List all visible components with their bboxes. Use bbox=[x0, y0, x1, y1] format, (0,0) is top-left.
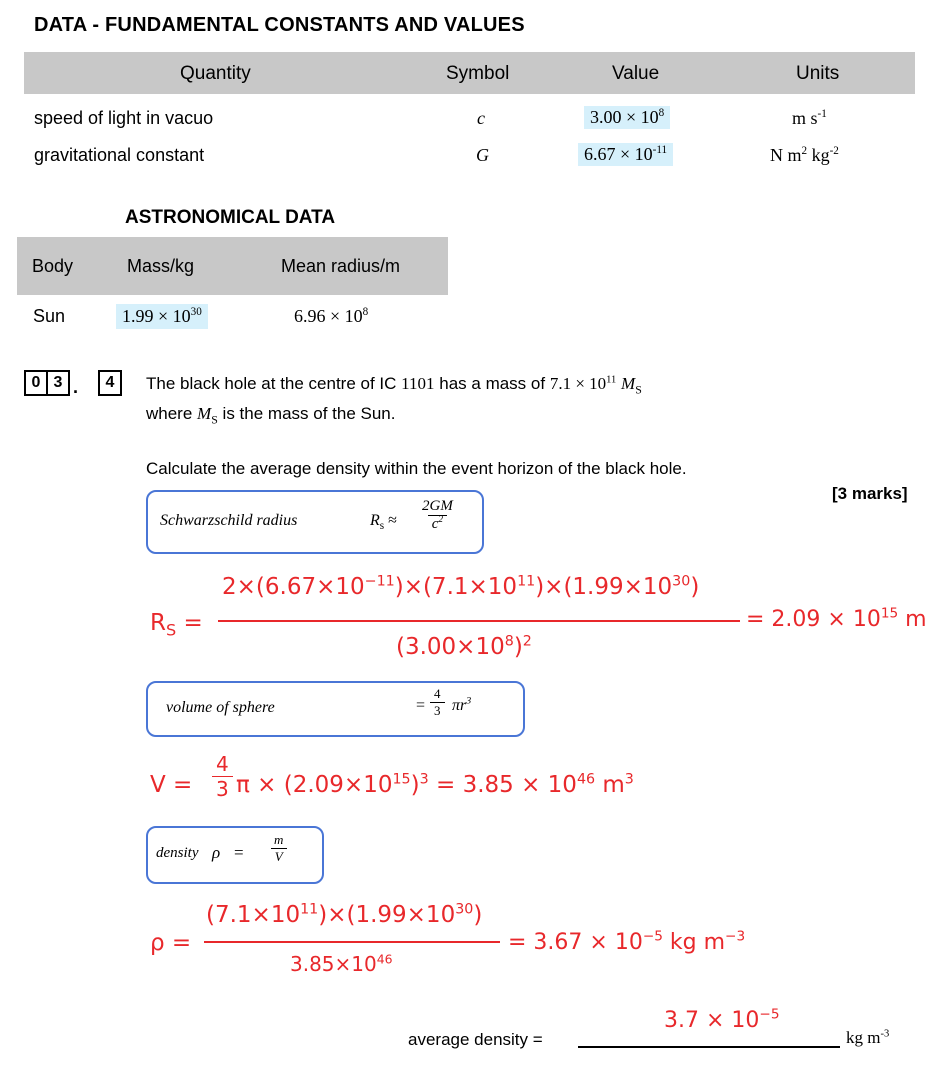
header-radius: Mean radius/m bbox=[281, 256, 401, 276]
answer-value[interactable]: $3.7 \times 10^{-5}$ bbox=[664, 1006, 780, 1033]
question-number-digit: 3 bbox=[46, 370, 70, 396]
row-value: $3.00 \times 10^8$ bbox=[584, 106, 670, 129]
row-units: N $m^2$ $kg^{-2}$ bbox=[770, 145, 839, 165]
sphere-volume-formula-box bbox=[146, 681, 525, 737]
question-number-digit: 4 bbox=[98, 370, 122, 396]
sphere-equals: = bbox=[416, 697, 426, 714]
question-number-digit: 0 bbox=[24, 370, 48, 396]
header-quantity: Quantity bbox=[180, 63, 251, 84]
density-label: density bbox=[156, 845, 199, 861]
density-rho: ρ bbox=[212, 843, 221, 862]
header-symbol: Symbol bbox=[446, 63, 510, 84]
question-text-line2: where $M_S$ is the mass of the Sun. bbox=[146, 404, 396, 427]
header-body: Body bbox=[32, 256, 74, 276]
density-fraction: $\frac{m}{V}$ bbox=[270, 832, 287, 865]
answer-units: kg $m^{-3}$ bbox=[846, 1028, 890, 1047]
answer-line bbox=[578, 1046, 840, 1048]
header-units: Units bbox=[796, 63, 840, 84]
sphere-rest: $\pi r^3$ bbox=[452, 695, 472, 714]
density-equals: = bbox=[234, 843, 244, 862]
header-value: Value bbox=[612, 63, 660, 84]
rs-lhs: $R_S$ = bbox=[150, 610, 203, 640]
rho-result: = $3.67 \times 10^{-5}$ kg $m^{-3}$ bbox=[508, 928, 746, 955]
data-table-title: DATA - FUNDAMENTAL CONSTANTS AND VALUES bbox=[34, 14, 525, 36]
rs-denominator: $(3.00\times 10^8)^2$ bbox=[396, 633, 532, 660]
schwarzschild-formula-box bbox=[146, 490, 484, 554]
rho-denominator: $3.85\times 10^{46}$ bbox=[290, 951, 393, 976]
astro-table-header bbox=[17, 237, 448, 295]
row-symbol: c bbox=[477, 108, 485, 128]
schwarzschild-lhs: $R_s$ ≈ bbox=[370, 512, 397, 533]
sphere-fraction: $\frac{4}{3}$ bbox=[430, 686, 445, 719]
question-number-dot: . bbox=[73, 377, 79, 397]
astro-row-radius: $6.96 \times 10^8$ bbox=[294, 306, 369, 326]
row-symbol: G bbox=[476, 145, 489, 165]
rho-numerator: $(7.1\times 10^{11})\times(1.99\times 10^{30})$ bbox=[206, 901, 483, 928]
data-table-header bbox=[24, 52, 915, 94]
header-mass: Mass/kg bbox=[127, 256, 195, 276]
question-instruction: Calculate the average density within the event horizon of the black hole. bbox=[146, 459, 687, 478]
marks-label: [3 marks] bbox=[832, 484, 908, 503]
schwarzschild-label: Schwarzschild radius bbox=[160, 512, 298, 529]
rho-fraction-bar bbox=[204, 941, 500, 943]
rs-result: = $2.09 \times 10^{15}$ m bbox=[746, 605, 927, 632]
row-value: $6.67 \times 10^{-11}$ bbox=[578, 143, 673, 166]
answer-label: average density = bbox=[408, 1030, 543, 1049]
row-units: m $s^{-1}$ bbox=[792, 108, 827, 128]
sphere-label: volume of sphere bbox=[166, 699, 275, 716]
rho-lhs: ρ = bbox=[150, 930, 192, 956]
v-expression: $\pi \times (2.09\times 10^{15})^3 = 3.85 \times 10^{46}$ $m^3$ bbox=[236, 771, 634, 798]
row-quantity: speed of light in vacuo bbox=[34, 108, 214, 128]
schwarzschild-fraction: $\frac{2GM}{c^2}$ bbox=[422, 498, 453, 532]
astro-table-title: ASTRONOMICAL DATA bbox=[125, 207, 336, 228]
density-formula-box bbox=[146, 826, 324, 884]
rs-fraction-bar bbox=[218, 620, 740, 622]
v-lhs: V = bbox=[150, 772, 193, 798]
row-quantity: gravitational constant bbox=[34, 145, 205, 165]
astro-row-body: Sun bbox=[33, 306, 66, 326]
v-fraction: $\frac{4}{3}$ bbox=[212, 752, 233, 801]
astro-row-mass: $1.99 \times 10^{30}$ bbox=[116, 304, 208, 329]
question-text-line1: The black hole at the centre of IC 1101 has a mass of $7.1 \times 10^{11}$ $M_S$ bbox=[146, 374, 642, 397]
rs-numerator: $2\times(6.67\times 10^{-11})\times(7.1\times 10^{11})\times(1.99\times 10^{30})$ bbox=[222, 573, 700, 600]
